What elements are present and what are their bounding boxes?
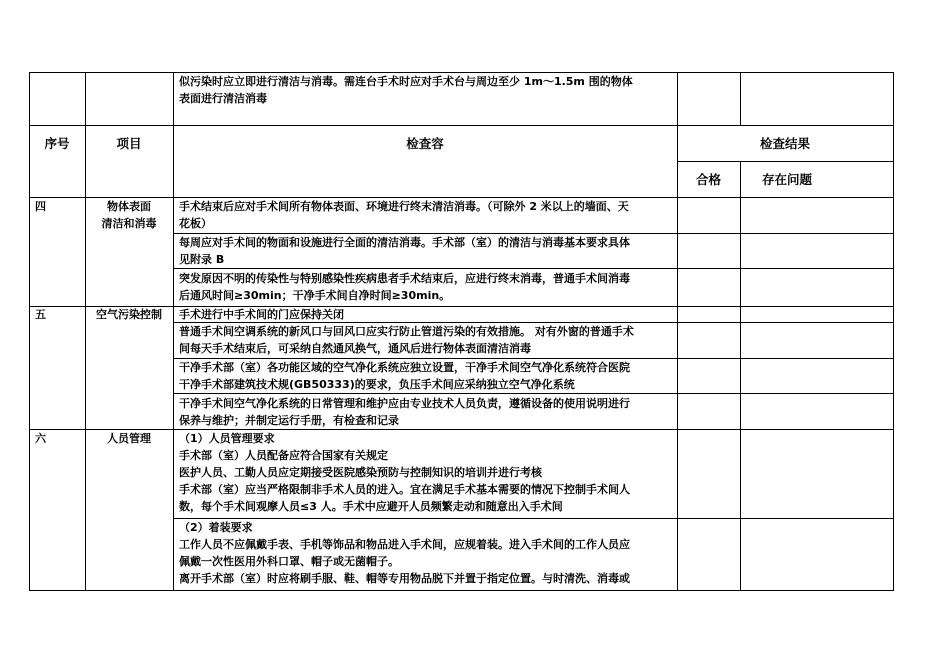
section-five-row-3 <box>173 359 677 393</box>
text-line: 后通风时间≥30min；干净手术间自净时间≥30min。 <box>179 289 451 302</box>
text-line: 手术进行中手术间的门应保持关闭 <box>179 308 344 321</box>
text-line: 花板） <box>179 217 212 230</box>
header-item: 项目 <box>116 136 142 151</box>
text-line: 每周应对手术间的物面和设施进行全面的清洁消毒。手术部（室）的清洁与消毒基本要求具体 <box>179 236 630 249</box>
text-line: 保养与维护；并制定运行手册，有检查和记录 <box>179 414 399 427</box>
rule <box>677 161 893 162</box>
text-line: 离开手术部（室）时应将刷手服、鞋、帽等专用物品脱下并置于指定位置。与时清洗、消毒或 <box>179 572 630 585</box>
header-content: 检查容 <box>406 136 444 151</box>
text-line: 见附录 B <box>179 253 225 266</box>
text-line: 似污染时应立即进行清洁与消毒。需连台手术时应对手术台与周边至少 1m～1.5m 围的物体 <box>179 75 633 88</box>
header-issue: 存在问题 <box>762 172 813 187</box>
rule <box>173 268 893 269</box>
section-four-seq: 四 <box>35 200 46 213</box>
header-result: 检查结果 <box>759 136 810 151</box>
text-line: 工作人员不应佩戴手表、手机等饰品和物品进入手术间，应规着装。进入手术间的工作人员应 <box>179 538 630 551</box>
section-six-seq: 六 <box>35 432 46 445</box>
text-line: 数，每个手术间观摩人员≤3 人。手术中应避开人员频繁走动和随意出入手术间 <box>179 500 563 513</box>
header-seq: 序号 <box>44 136 70 151</box>
section-four-row-3 <box>173 270 677 304</box>
section-five-seq: 五 <box>35 308 46 321</box>
section-five-item: 空气污染控制 <box>96 308 162 321</box>
rule <box>29 125 893 126</box>
rule <box>893 72 894 591</box>
section-four-row-1 <box>173 198 677 232</box>
section-six-row-1 <box>173 430 677 515</box>
text-line: 医护人员、工勤人员应定期接受医院感染预防与控制知识的培训并进行考核 <box>179 466 542 479</box>
text-line: 普通手术间空调系统的新风口与回风口应实行防止管道污染的有效措施。 对有外窗的普通手术 <box>179 325 634 338</box>
section-five-row-4 <box>173 395 677 429</box>
text-line: 手术部（室）应当严格限制非手术人员的进入。宜在满足手术基本需要的情况下控制手术间人 <box>179 483 630 496</box>
text-line: 间每天手术结束后，可采纳自然通风换气，通风后进行物体表面清洁消毒 <box>179 342 531 355</box>
text-line: 干净手术部（室）各功能区域的空气净化系统应独立设置，干净手术间空气净化系统符合医院 <box>179 361 630 374</box>
text-line: 干净手术部建筑技术规(GB50333)的要求，负压手术间应采纳独立空气净化系统 <box>179 378 575 391</box>
rule <box>173 393 893 394</box>
rule <box>740 72 741 126</box>
item-line: 清洁和消毒 <box>101 217 157 230</box>
text-line: （1）人员管理要求 <box>179 432 275 445</box>
top-row-content <box>173 73 677 107</box>
text-line: （2）着装要求 <box>179 521 253 534</box>
rule <box>29 590 893 591</box>
section-five-row-2 <box>173 323 677 357</box>
section-six-row-2 <box>173 519 677 587</box>
text-line: 手术结束后应对手术间所有物体表面、环境进行终末清洁消毒。（可除外 2 米以上的墙面、天 <box>179 200 629 213</box>
section-six-item: 人员管理 <box>107 432 151 445</box>
text-line: 手术部（室）人员配备应符合国家有关规定 <box>179 449 388 462</box>
text-line: 佩戴一次性医用外科口罩、帽子或无菌帽子。 <box>179 555 399 568</box>
rule <box>740 161 741 591</box>
text-line: 突发原因不明的传染性与特别感染性疾病患者手术结束后，应进行终末消毒，普通手术间消毒 <box>179 272 630 285</box>
section-five-row-1 <box>173 306 677 323</box>
text-line: 表面进行清洁消毒 <box>179 92 267 105</box>
text-line: 干净手术间空气净化系统的日常管理和维护应由专业技术人员负责，遵循设备的使用说明进行 <box>179 397 630 410</box>
section-four-item <box>85 198 173 232</box>
header-pass: 合格 <box>695 172 721 187</box>
item-line: 物体表面 <box>107 200 151 213</box>
section-four-row-2 <box>173 234 677 268</box>
